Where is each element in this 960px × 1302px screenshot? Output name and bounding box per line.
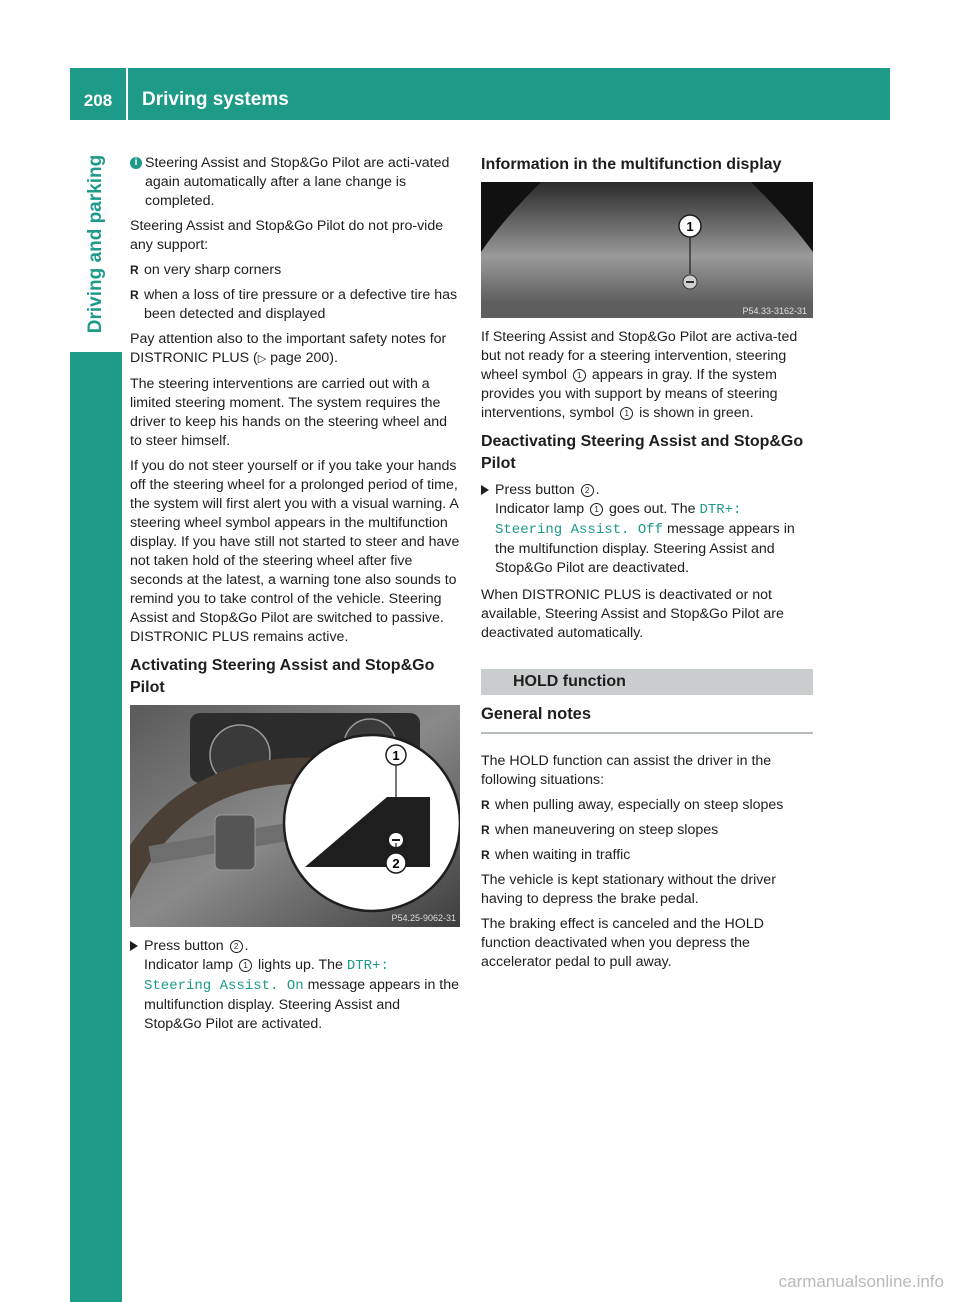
callout-number: 2: [581, 484, 594, 497]
callout-number: 2: [230, 940, 243, 953]
page-title: Driving systems: [142, 89, 289, 110]
step-text: message appears in the multifunction display. Steering Assist and Stop&Go Pilot are activated.: [144, 977, 460, 1032]
callout-number: 1: [620, 407, 633, 420]
callout-2-label: 2: [392, 856, 400, 871]
display-message: DTR+: Steering Assist. Off: [495, 502, 742, 538]
heading-deactivating: Deactivating Steering Assist and Stop&Go Pilot: [481, 433, 804, 472]
paragraph: The vehicle is kept stationary without the driver having to depress the brake pedal.: [481, 872, 776, 907]
figure-code: P54.33-3162-31: [742, 306, 807, 316]
paragraph: If you do not steer yourself or if you take your hands off the steering wheel for a prolonged period of time, the system will first alert you with a visual warning. A steering wheel symbol appears in the multifunction display. If you have still not started to steer and have not taken hold of the steering wheel after five seconds at the latest, a warning tone also sounds to remind you to take control of the vehicle. Steering Assist and Stop&Go Pilot are switched to passive. DISTRONIC PLUS remains active.: [130, 458, 460, 645]
paragraph: When DISTRONIC PLUS is deactivated or not available, Steering Assist and Stop&Go Pilot are deactivated automatically.: [481, 587, 784, 641]
side-tab-label: Driving and parking: [85, 154, 106, 334]
callout-number: 1: [590, 503, 603, 516]
bullet-list: [130, 261, 460, 324]
bullet-marker-icon: R: [130, 263, 139, 277]
paragraph-text: appears in gray. If the system provides you with support by means of steering interventions, symbol: [481, 367, 778, 421]
list-item-text: when maneuvering on steep slopes: [495, 822, 719, 838]
steering-wheel-figure: [130, 705, 460, 927]
heading-information: Information in the multifunction display: [481, 156, 782, 173]
list-item: [481, 821, 813, 840]
info-icon: i: [130, 157, 142, 169]
heading-activating: Activating Steering Assist and Stop&Go Pilot: [130, 657, 435, 696]
figure-code: P54.25-9062-31: [391, 913, 456, 923]
paragraph-text: Pay attention also to the important safety notes for DISTRONIC PLUS (: [130, 331, 447, 366]
paragraph: [481, 328, 813, 423]
page-reference-arrow-icon: ▷: [257, 353, 267, 365]
steering-wheel-symbol-glyph: [686, 281, 694, 283]
bullet-list: [481, 796, 813, 865]
step-text: .: [244, 938, 249, 954]
list-item-text: when waiting in traffic: [495, 847, 631, 863]
indicator-lamp-glyph: [392, 839, 400, 841]
figure-background: [481, 182, 813, 318]
list-item: [481, 846, 813, 865]
left-column: [130, 154, 460, 1042]
sidebar-color-block: [70, 352, 122, 1302]
page-header: [70, 68, 890, 120]
paragraph: The HOLD function can assist the driver in the following situations:: [481, 753, 772, 788]
callout-number: 1: [573, 369, 586, 382]
step-text: Indicator lamp: [144, 957, 238, 973]
multifunction-display-figure: [481, 182, 813, 318]
callout-1-label: 1: [392, 748, 400, 763]
step-text: Press button: [144, 938, 228, 954]
display-message: DTR+: Steering Assist. On: [144, 958, 389, 994]
paragraph-text: If Steering Assist and Stop&Go Pilot are activa-ted but not ready for a steering intervention, steering wheel symbol: [481, 329, 798, 383]
callout-1-label: 1: [686, 219, 694, 234]
step-arrow-icon: [481, 485, 489, 495]
list-item: [130, 261, 460, 280]
header-divider: [126, 68, 128, 120]
instruction-step: [130, 937, 460, 1034]
info-note: [130, 154, 460, 211]
bullet-marker-icon: R: [130, 288, 139, 302]
info-note-text: Steering Assist and Stop&Go Pilot are acti-vated again automatically after a lane change is completed.: [145, 155, 450, 209]
paragraph: [130, 330, 460, 369]
step-text: message appears in the multifunction display. Steering Assist and Stop&Go Pilot are deactivated.: [495, 521, 795, 576]
list-item: [481, 796, 813, 815]
step-text: Press button: [495, 482, 579, 498]
right-column: [481, 154, 813, 978]
paragraph: Steering Assist and Stop&Go Pilot do not pro-vide any support:: [130, 218, 444, 253]
step-text: Indicator lamp: [495, 501, 589, 517]
watermark: carmanualsonline.info: [778, 1272, 944, 1291]
side-tab: [70, 140, 122, 348]
page-reference-link[interactable]: page 200).: [266, 350, 338, 366]
paragraph-text: is shown in green.: [635, 405, 754, 421]
paragraph: The braking effect is canceled and the HOLD function deactivated when you depress the accelerator pedal to pull away.: [481, 916, 764, 970]
bullet-marker-icon: R: [481, 848, 490, 862]
list-item-text: when a loss of tire pressure or a defective tire has been detected and displayed: [144, 287, 458, 322]
bullet-marker-icon: R: [481, 798, 490, 812]
paragraph: The steering interventions are carried out with a limited steering moment. The system requires the driver to keep his hands on the steering wheel and to steer himself.: [130, 376, 448, 449]
heading-general-notes: General notes: [481, 705, 813, 734]
list-item-text: when pulling away, especially on steep slopes: [495, 797, 784, 813]
step-arrow-icon: [130, 941, 138, 951]
control-buttons: [215, 815, 255, 870]
step-text: .: [595, 482, 600, 498]
section-title-hold: HOLD function: [481, 669, 813, 695]
list-item-text: on very sharp corners: [144, 262, 282, 278]
list-item: [130, 286, 460, 324]
instruction-step: [481, 481, 813, 578]
page-number: 208: [83, 91, 113, 110]
callout-number: 1: [239, 959, 252, 972]
bullet-marker-icon: R: [481, 823, 490, 837]
step-text: goes out. The: [605, 501, 700, 517]
step-text: lights up. The: [254, 957, 347, 973]
